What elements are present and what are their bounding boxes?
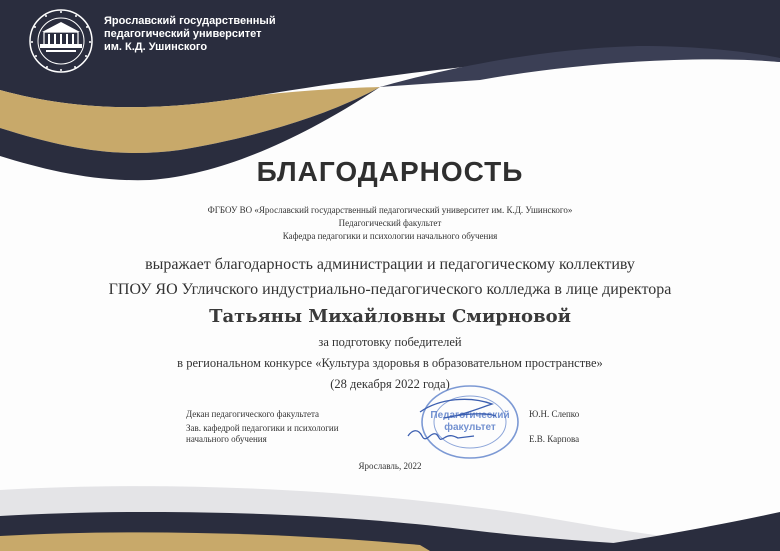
college-line: ГПОУ ЯО Угличского индустриально-педагогического колледжа в лице директора: [108, 281, 672, 298]
city-year: Ярославль, 2022: [358, 461, 422, 471]
event-date: (28 декабря 2022 года): [330, 377, 450, 391]
recipient-name: Татьяны Михайловны Смирновой: [209, 306, 571, 327]
faculty-name: Педагогический факультет: [338, 218, 442, 228]
stamp-text-line: факультет: [444, 422, 496, 433]
gratitude-line: выражает благодарность администрации и педагогическому коллективу: [145, 256, 635, 273]
organization-block: [0, 204, 780, 243]
dean-name: Ю.Н. Слепко: [529, 409, 580, 419]
stamp-text-line: Педагогический: [430, 410, 510, 421]
university-name-line: Ярославский государственный: [104, 15, 276, 27]
department-name: Кафедра педагогики и психологии начального обучения: [282, 231, 498, 241]
university-name-line: педагогический университет: [104, 28, 262, 40]
contest-line: в региональном конкурсе «Культура здоровья в образовательном пространстве»: [177, 356, 603, 370]
head-title: Зав. кафедрой педагогики и психологии: [186, 423, 339, 433]
dean-title: Декан педагогического факультета: [186, 409, 320, 419]
university-name-line: им. К.Д. Ушинского: [104, 41, 208, 53]
reason-line: за подготовку победителей: [318, 335, 462, 349]
certificate-title: БЛАГОДАРНОСТЬ: [256, 156, 524, 187]
handwritten-signatures: [400, 394, 510, 454]
university-name: [104, 15, 276, 54]
organization-full-name: ФГБОУ ВО «Ярославский государственный педагогический университет им. К.Д. Ушинского»: [207, 205, 573, 215]
university-emblem-icon: [26, 6, 96, 76]
head-title: начального обучения: [186, 434, 267, 444]
head-name: Е.В. Карпова: [529, 434, 580, 444]
